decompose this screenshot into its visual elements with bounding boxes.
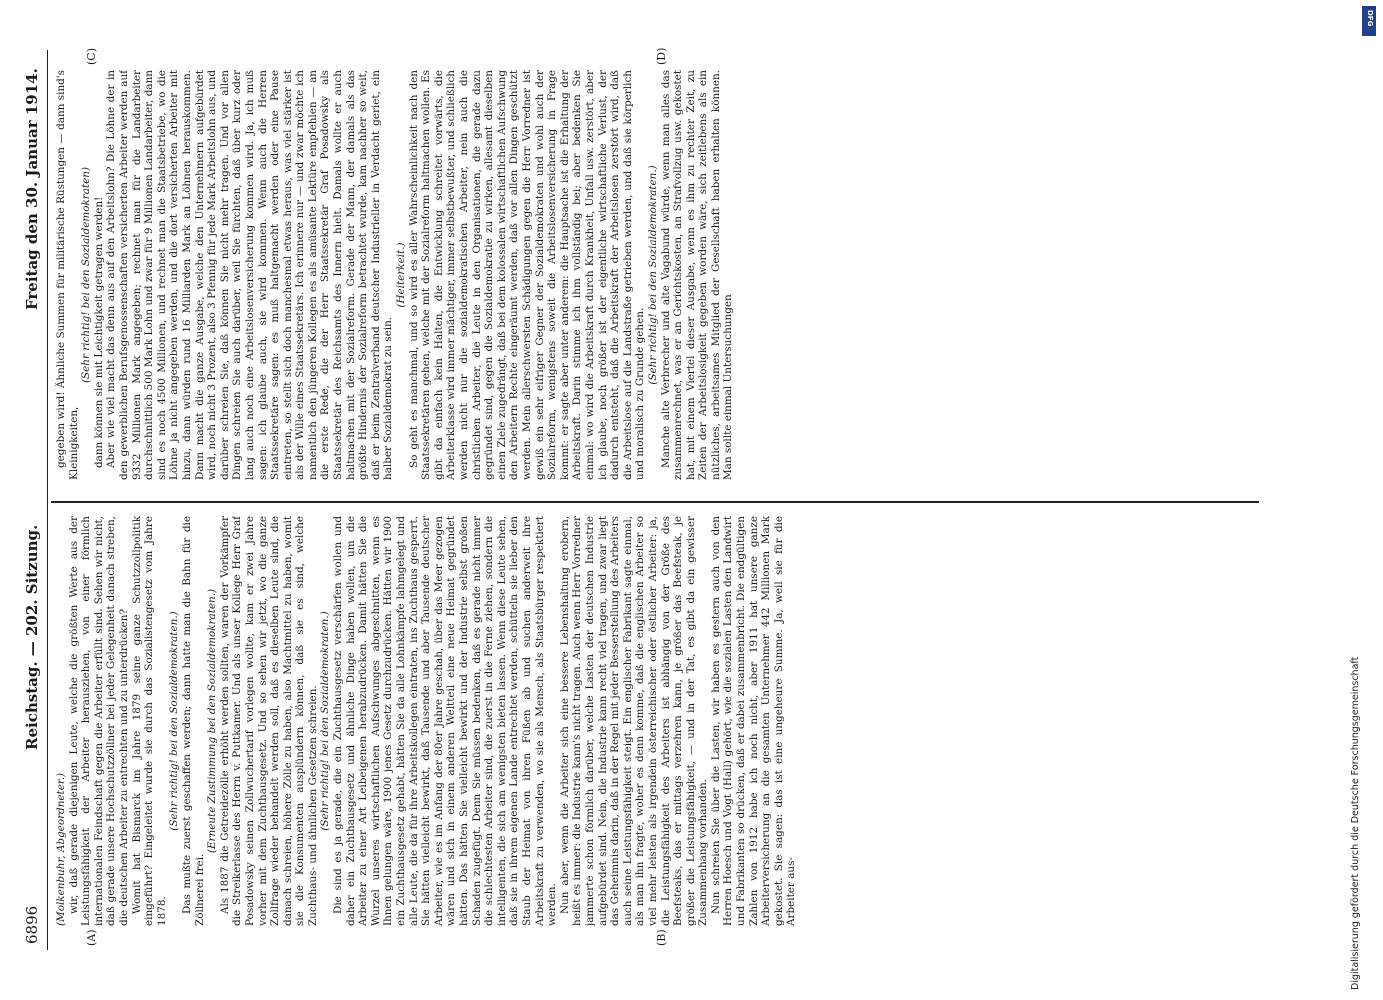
paragraph: Manche alte Verbrecher und alte Vagabund würde, wenn man alles das zusammenrechnet, was er an Gerichtskosten, an Strafvollzug usw. gekostet hat, mit einem Viertel dieser Ausgabe, wenn es ihm zu rechter Zeit, zu Zeiten der Arbeitslosigkeit gegeben worden wäre, sich zeitlebens als ein nützliches, arbeitsames Mitglied der Gesellschaft haben erhalten können. Man sollte einmal Untersuchungen xyxy=(659,70,735,480)
interjection: (Heiterkeit.) xyxy=(395,242,408,308)
page-header xyxy=(23,50,45,950)
paragraph: dann können sie mit Leichtigkeit getragen werden! xyxy=(92,196,105,468)
paragraph: wir, daß gerade diejenigen Leute, welche die größten Werte aus der Leistungsfähigkeit der Arbeiter herausziehen, von einer förmlich internationalen Feindschaft gegen die Arbeiter erfüllt sind. Sehen wir nicht, daß gerade unsere Hochschutzzöllner bei jeder Gelegenheit danach streben, die deutschen Arbeiter zu entrechten und zu unterdrücken? xyxy=(67,516,130,926)
left-running-title: Reichstag. — 202. Sitzung. xyxy=(23,524,41,750)
paragraph: Das mußte zuerst geschaffen werden; dann hatte man die Bahn für die Zöllnerei frei. xyxy=(180,516,206,926)
margin-marker-a: (A) xyxy=(85,929,98,946)
interjection: (Sehr richtig! bei den Sozialdemokraten.) xyxy=(646,165,659,385)
left-text-column xyxy=(55,516,1255,926)
column-divider xyxy=(51,501,1259,503)
paragraph: So geht es manchmal, und so wird es aller Wahrscheinlichkeit nach den Staatssekretären gehen, welche mit der Sozialreform haltmachen wollen. Es gibt da einfach kein Halten, die Entwicklung schreitet vorwärts, die Arbeiterklasse wird immer mächtiger, immer selbstbewußter, und schließlich werden nicht nur die sozialdemokratischen Arbeiter, nein auch die christlichen Arbeiter, die Leute in den Organisationen, die gerade dazu gegründet sind, gegen die Sozialdemokratie zu wirken, allesamt dieselben einen Ziele zugedrängt, daß bei dem kolossalen wirtschaftlichen Aufschwung den Arbeitern Rechte eingeräumt werden, daß vor allen Dingen geschützt werden. Mein allerschwersten Schädigungen gegen die Herr Vorredner ist gewiß ein sehr eifriger Gegner der Sozialdemokraten und wohl auch der Sozialreform, wenigstens soweit die Arbeitslosenversicherung in Frage kommt: er sagte aber unter anderem: die Hauptsache ist die Erhaltung der Arbeitskraft. Darin stimme ich ihm vollständig bei; aber bedenken Sie einmal: wo wird die Arbeitskraft durch Krankheit, Unfall usw. zerstört, aber ich glaube, noch größer ist der eigentliche wirtschaftliche Verlust, der dadurch entsteht, daß die Arbeitskraft der Arbeitslosen zerstört wird, daß die Arbeitslose auf die Landstraße getrieben werden, und daß sie körperlich und moralisch zu Grunde gehen. xyxy=(407,70,647,480)
dfg-logo xyxy=(1362,6,1376,36)
header-rule xyxy=(47,50,48,950)
paragraph: Nun schreien Sie über die Lasten, wir haben es gestern auch von den Herren Hoesch und Vogt (Hall) gehört, wie die sozialen Lasten den Landwirt und Fabrikanten so drücken, daß er dabei zusammenbricht. Die endgültigen Zahlen von 1912 habe ich noch nicht, aber 1911 hat unsere ganze Arbeiterversicherung an die gesamten Unternehmer 442 Millionen Mark gekostet. Sie sagen: das ist eine ungeheure Summe. Ja, weil sie für die Arbeiter aus- xyxy=(709,516,798,926)
speaker-label: (Molkenbuhr, Abgeordneter.) xyxy=(55,772,67,926)
margin-marker-d: (D) xyxy=(655,47,668,65)
margin-marker-b: (B) xyxy=(655,929,668,946)
paragraph: gegeben wird! Ähnliche Summen für militärische Rüstungen — dann sind's Kleinigkeiten, xyxy=(55,70,80,480)
paragraph: Aber wie viel macht das denn aus auf den Arbeitslohn? Die Löhne der in den gewerblichen Berufsgenossenschaften versicherten Arbeiter werden auf 9332 Millionen Mark angegeben; rechnet man für die Landarbeiter durchschnittlich 500 Mark Lohn und zwar für 9 Millionen Landarbeiter, dann sind es noch 4500 Millionen, und rechnet man die Staatsbetriebe, wo die Löhne ja nicht angegeben werden, und die dort versicherten Arbeiter mit hinzu, dann würden rund 16 Milliarden Mark an Löhnen herauskommen. Dann macht die ganze Ausgabe, welche den Unternehmern aufgebürdet wird, noch nicht 3 Prozent, also 3 Pfennig für jede Mark Arbeitslohn aus, und darüber schreien Sie, daß können Sie nicht mehr tragen. Und vor allen Dingen schreien Sie auch darüber, weil Sie fürchten, daß über kurz oder lang auch noch eine Arbeitslosenversicherung kommen wird. Ja, ich muß sagen: ich glaube auch, sie wird kommen. Wenn auch die Herren Staatssekretäre sagen: es muß haltgemacht werden oder eine Pause eintreten, so stellt sich doch manchesmal etwas heraus, was viel stärker ist als der Wille eines Staatssekretärs. Ich erinnere nur — und zwar möchte ich namentlich den jüngeren Kollegen es als amüsante Lektüre empfehlen — an die erste Rede, die der Herr Staatssekretär Graf Posadowsky als Staatssekretär des Reichsamts des Innern hielt. Damals wollte er auch haltmachen mit der Sozialreform. Gerade der Mann, der damals als das größte Hindernis der Sozialreform betrachtet wurde, kam nachher so weit, daß er beim Zentralverband deutscher Industrieller in Verdacht geriet, ein halber Sozialdemokrat zu sein. xyxy=(105,70,395,480)
interjection: (Sehr richtig! bei den Sozialdemokraten.) xyxy=(319,611,332,831)
right-running-title: Freitag den 30. Januar 1914. xyxy=(23,68,41,310)
interjection: (Erneute Zustimmung bei den Sozialdemokraten.) xyxy=(206,588,219,854)
margin-marker-c: (C) xyxy=(85,48,98,65)
interjection: (Sehr richtig! bei den Sozialdemokraten.) xyxy=(168,611,181,831)
paragraph: Womit hat Bismarck im Jahre 1879 seine ganze Schutzzollpolitik eingeführt? Eingeleitet wurde sie durch das Sozialistengesetz vom Jahre 1878. xyxy=(130,516,168,926)
paragraph: Als 1887 die Getreidezölle erhöht werden sollten, waren der Vorkämpfer die Streikerlasse des Herrn v. Puttkamer. Und als unser Kollege Herr Graf Posadowsky seinen Zollwuchertarif vorlegen wollte, kam er zwei Jahre vorher mit dem Zuchthausgesetz. Und so sehen wir jetzt, wo die ganze Zollfrage wieder behandelt werden soll, daß es dieselben Leute sind, die danach schreien, höhere Zölle zu haben, also Machtmittel zu haben, womit sie die Konsumenten ausplündern können, daß sie es sind, welche Zuchthaus- und ähnlichen Gesetzen schreien. xyxy=(218,516,319,926)
newspaper-page xyxy=(15,47,1265,950)
digitization-credit: Digitalisierung gefördert durch die Deutsche Forschungsgemeinschaft xyxy=(1350,656,1361,990)
paragraph: Die sind es ja gerade, die ein Zuchthausgesetz verschärfen wollen und daher ein Zuchthausgesetz und ähnliche Dinge haben wollen, um die Arbeiter zu einer Art Leibeigenen herabzudrücken. Damit hätten Sie die Wurzel unseres wirtschaftlichen Aufschwunges abgeschnitten, wenn es Ihnen gelungen wäre, 1900 jenes Gesetz durchzudrücken. Hätten wir 1900 ein Zuchthausgesetz gehabt, hätten Sie da alle Lohnkämpfe lahmgelegt und alle Leute, die da für ihre Arbeitskollegen eintraten, ins Zuchthaus gesperrt. Sie hätten vielleicht bewirkt, daß Tausende und aber Tausende deutscher Arbeiter, wie es im Anfang der 80er Jahre geschah, über das Meer gezogen wären und sich in einem anderen Weltteil eine neue Heimat gegründet hätten. Das hätten Sie vielleicht bewirkt und der Industrie selbst großen Schaden zugefügt. Denn Sie müssen bedenken, daß es gerade nicht immer die schlechtesten Arbeiter sind, die zuerst in die Ferne ziehen, sondern die intelligenten, die sich am wenigsten bieten lassen. Wenn diese Leute sehen, daß sie in ihrem eigenen Lande entrechtet werden, schütteln sie lieber den Staub der Heimat von ihren Füßen ab und suchen anderweit ihre Arbeitskraft zu verwenden, wo sie als Mensch, als Staatsbürger respektiert werden. xyxy=(332,516,559,926)
right-text-column xyxy=(55,70,1255,480)
interjection: (Sehr richtig! bei den Sozialdemokraten) xyxy=(80,166,93,384)
dfg-logo-text: DFG xyxy=(1366,10,1374,27)
page-number: 6896 xyxy=(23,905,41,944)
paragraph: Nun aber, wenn die Arbeiter sich eine bessere Lebenshaltung erobern, heißt es immer: die Industrie kann's nicht tragen. Auch wenn Herr Vorredner jammerte schon förmlich darüber, welche Lasten der deutschen Industrie aufgebürdet sind. Nein, die Industrie kann recht viel tragen, und zwar liegt das Geheimnis darin, daß in der Regel mit jeder Besserstellung des Arbeiters auch seine Leistungsfähigkeit steigt. Ein englischer Fabrikant sagte einmal, als man ihn fragte, woher es denn komme, daß die englischen Arbeiter so viel mehr leisten als irgendein österreichischer oder östlicher Arbeiter: ja, die Leistungsfähigkeit des Arbeiters ist abhängig von der Größe des Beefsteaks, das er mittags verzehren kann, je größer das Beefsteak, je größer die Leistungsfähigkeit, — und in der Tat, es gibt da ein gewisser Zusammenhang vorhanden. xyxy=(558,516,710,926)
